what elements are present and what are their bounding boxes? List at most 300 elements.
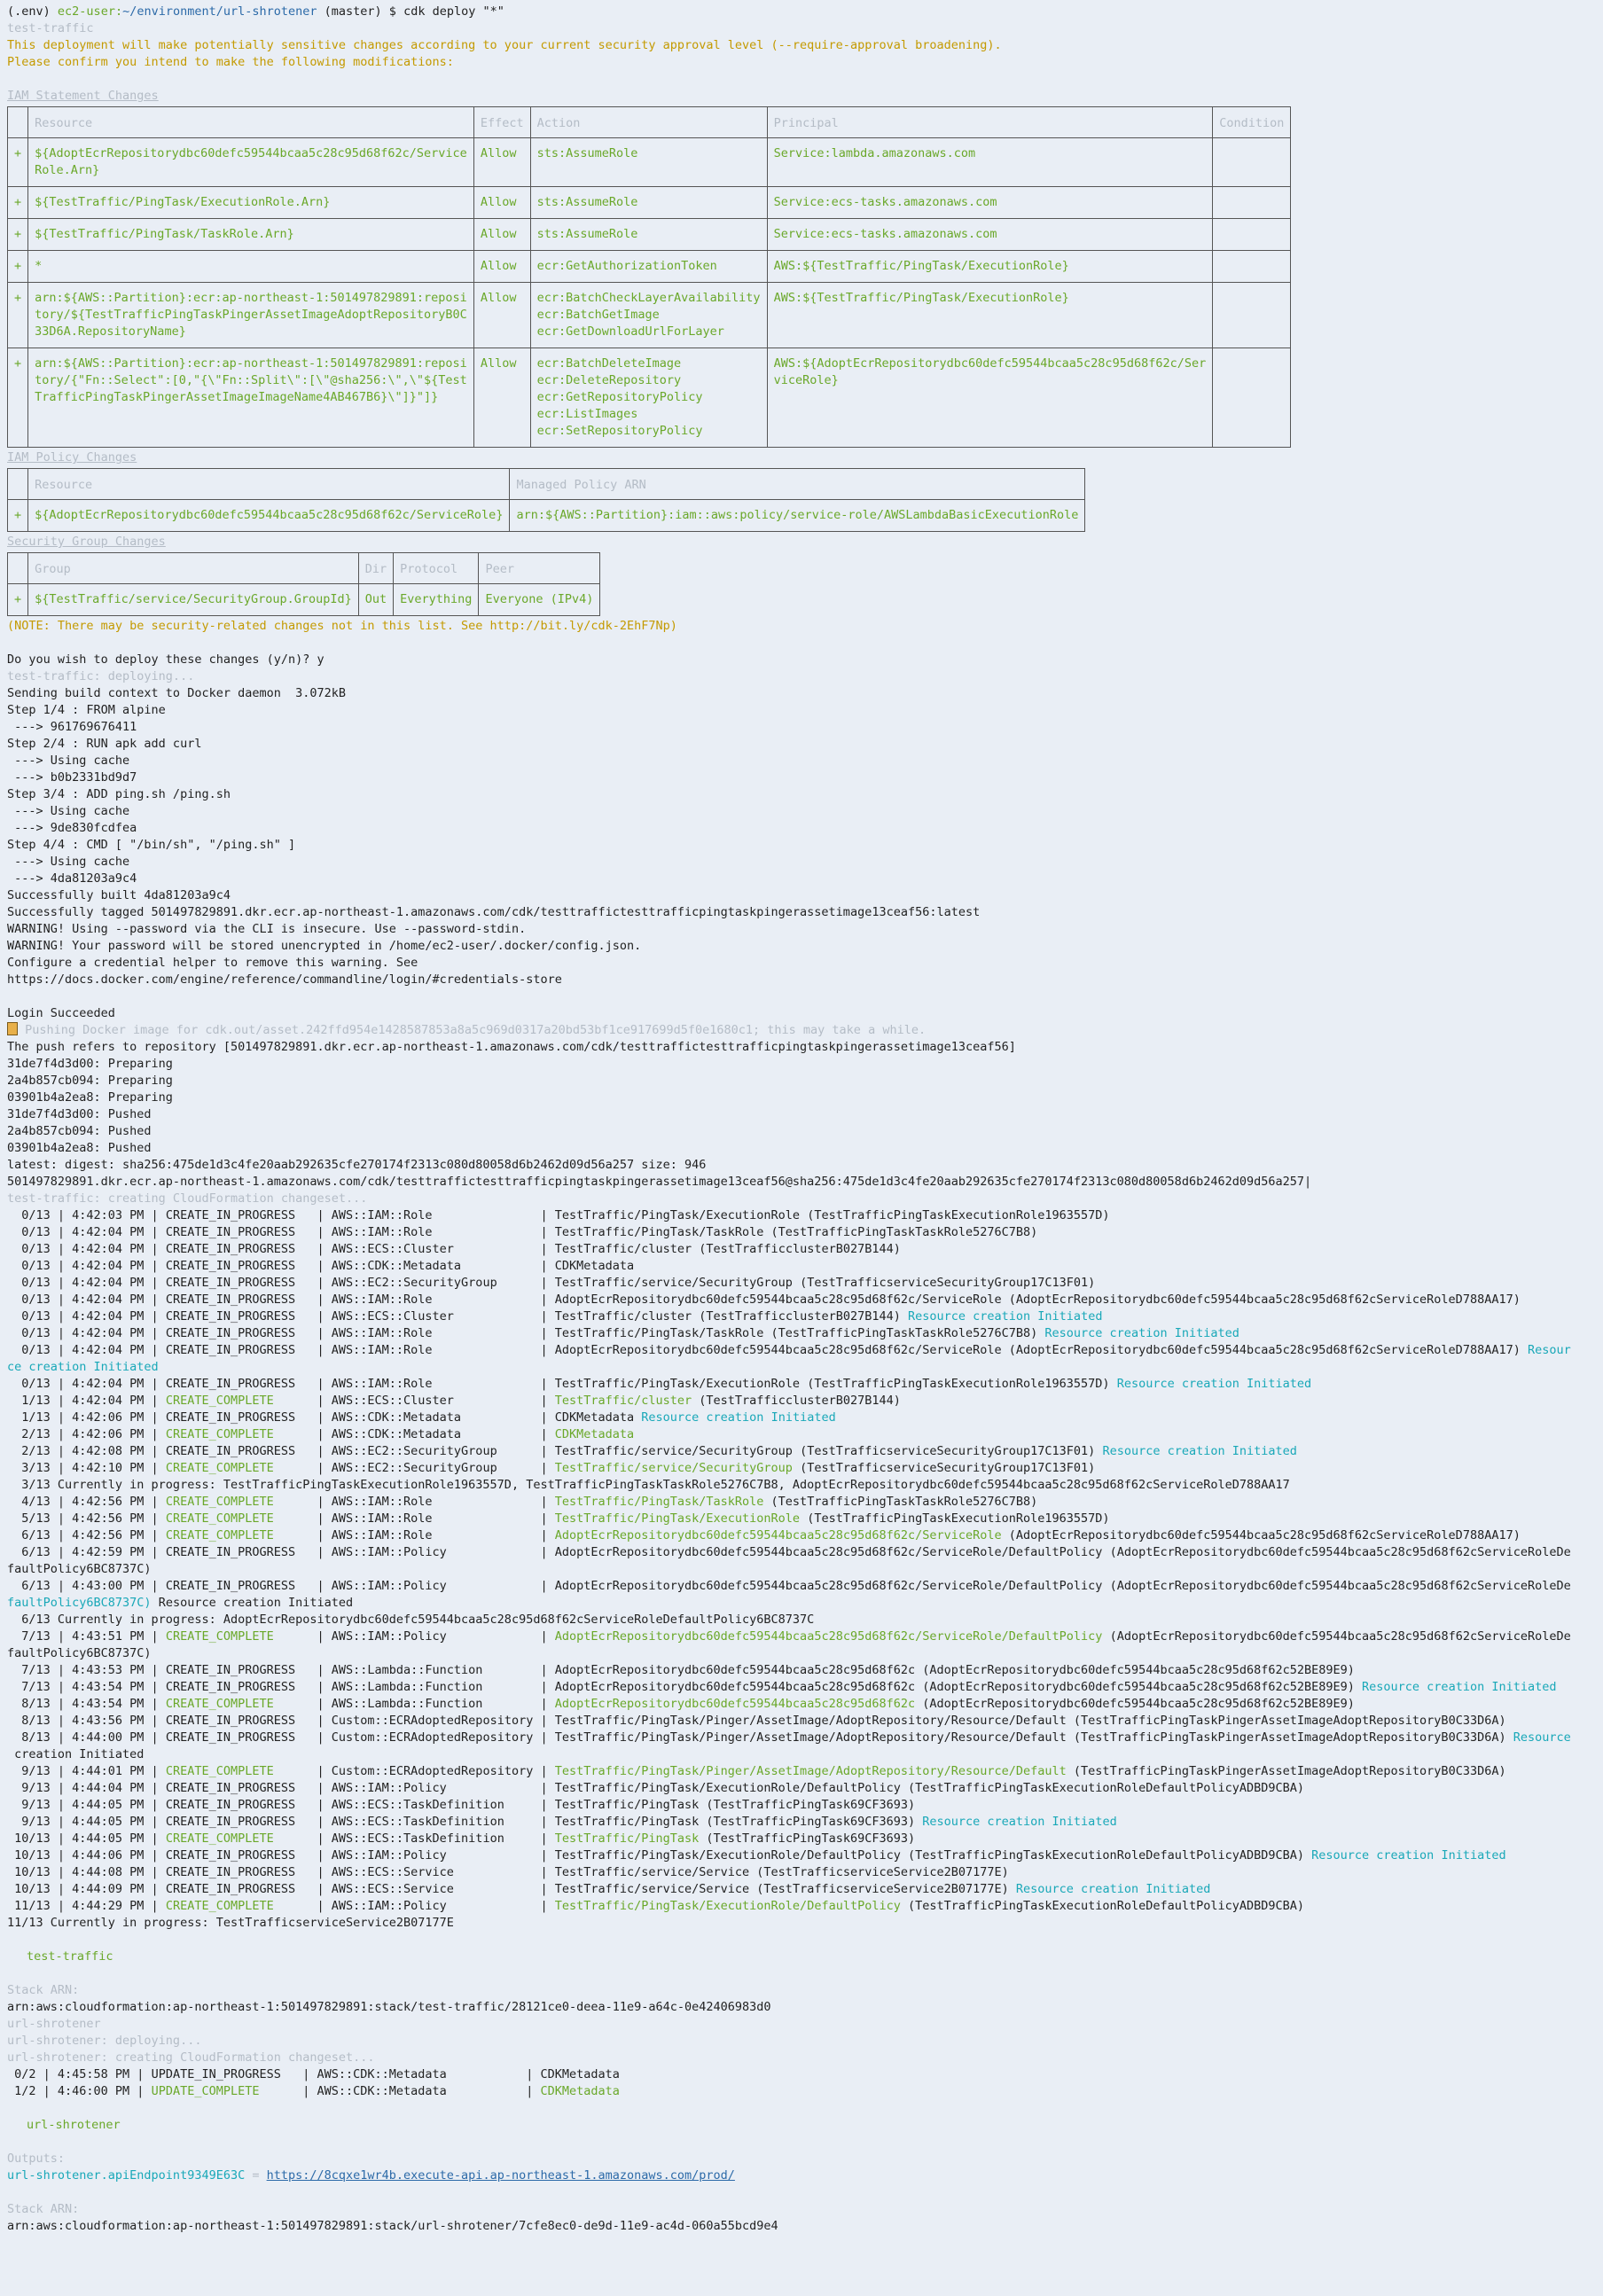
table-header-cell: Resource (28, 469, 510, 500)
security-group-title: Security Group Changes (7, 535, 166, 549)
event-line (7, 1578, 1596, 1595)
event-physical-id: (TestTrafficPingTaskExecutionRole1963557D) (800, 1511, 1110, 1526)
event-status: CREATE_IN_PROGRESS (165, 1444, 310, 1458)
event-line (7, 1713, 1596, 1730)
event-line (7, 1679, 1596, 1696)
url-stack-changeset: url-shrotener: creating CloudFormation changeset... (7, 2050, 375, 2065)
api-endpoint-link[interactable]: https://8cqxe1wr4b.execute-api.ap-northeast-1.amazonaws.com/prod/ (266, 2168, 735, 2183)
event-status: CREATE_IN_PROGRESS (165, 1545, 310, 1559)
log-line (7, 988, 1596, 1005)
event-physical-id: (AdoptEcrRepositorydbc60defc59544bcaa5c28c95d68f62cServiceRoleDe (1102, 1545, 1571, 1559)
event-type: | AWS::ECS::Cluster | (309, 1394, 555, 1408)
cfn-event-log (7, 1207, 1596, 1932)
event-type: | AWS::IAM::Role | (309, 1208, 555, 1222)
event-type: | AWS::Lambda::Function | (309, 1680, 555, 1694)
table-cell: Allow (473, 283, 530, 348)
event-type: | AWS::IAM::Policy | (309, 1899, 555, 1913)
table-cell (1213, 251, 1291, 283)
table-cell: Everyone (IPv4) (479, 584, 600, 616)
event-progress: 10/13 | 4:44:09 PM | (7, 1882, 166, 1896)
event-line (7, 1292, 1596, 1308)
table-cell: ${TestTraffic/service/SecurityGroup.GroupId} (28, 584, 359, 616)
event-type: | AWS::IAM::Role | (309, 1377, 555, 1391)
event-status-reason: faultPolicy6BC8737C) (7, 1596, 159, 1610)
event-line (7, 1426, 1596, 1443)
event-status: CREATE_IN_PROGRESS (165, 1259, 310, 1273)
event-physical-id: (TestTrafficPingTaskExecutionRoleDefaultPolicyADBD9CBA) (900, 1899, 1305, 1913)
table-header-cell: Action (530, 107, 767, 138)
table-cell: + (8, 219, 28, 251)
event-status: CREATE_IN_PROGRESS (165, 1730, 310, 1745)
event-type: | AWS::CDK::Metadata | (309, 1427, 555, 1441)
log-line: Login Succeeded (7, 1006, 115, 1020)
table-cell (1213, 283, 1291, 348)
event-line (7, 1645, 1596, 1662)
event-progress: 11/13 | 4:44:29 PM | (7, 1899, 166, 1913)
table-cell: + (8, 500, 28, 532)
event-physical-id: (AdoptEcrRepositorydbc60defc59544bcaa5c28c95d68f62cServiceRoleD788AA17) (1001, 1292, 1521, 1307)
log-line: WARNING! Using --password via the CLI is insecure. Use --password-stdin. (7, 922, 527, 936)
table-row (8, 584, 600, 616)
event-physical-id: (TestTrafficserviceService2B07177E) (749, 1882, 1016, 1896)
event-line (7, 1780, 1596, 1797)
event-status-reason: Resource creation Initiated (1044, 1326, 1239, 1340)
hourglass-icon (7, 1022, 18, 1035)
table-cell: AWS:${AdoptEcrRepositorydbc60defc59544bcaa5c28c95d68f62c/Ser viceRole} (767, 348, 1213, 448)
event-progress: 1/13 | 4:42:04 PM | (7, 1394, 166, 1408)
event-line (7, 1696, 1596, 1713)
event-logical-id: TestTraffic/cluster (554, 1242, 692, 1256)
event-line (7, 1763, 1596, 1780)
table-cell: arn:${AWS::Partition}:ecr:ap-northeast-1:501497829891:reposi tory/${TestTrafficPingTaskPingerAssetImageAdoptRepositoryB0C 33D6A.RepositoryName} (28, 283, 474, 348)
event-physical-id: (TestTrafficPingTaskExecutionRole1963557D) (800, 1208, 1110, 1222)
table-cell: sts:AssumeRole (530, 138, 767, 187)
table-header-row (8, 553, 600, 584)
event-type: | AWS::IAM::Policy | (309, 1629, 555, 1644)
event-status: CREATE_IN_PROGRESS (165, 1343, 310, 1357)
event-line (7, 1662, 1596, 1679)
table-cell: ${AdoptEcrRepositorydbc60defc59544bcaa5c28c95d68f62c/ServiceRole} (28, 500, 510, 532)
event-status: CREATE_IN_PROGRESS (165, 1579, 310, 1593)
event-progress: 8/13 | 4:44:00 PM | (7, 1730, 166, 1745)
event-logical-id: TestTraffic/service/SecurityGroup (554, 1276, 793, 1290)
table-header-cell: Peer (479, 553, 600, 584)
event-status: CREATE_IN_PROGRESS (165, 1798, 310, 1812)
event-status-reason: Resource creation Initiated (1116, 1377, 1312, 1391)
event-logical-id: AdoptEcrRepositorydbc60defc59544bcaa5c28c95d68f62c/ServiceRole/DefaultPolicy (554, 1579, 1103, 1593)
event-progress: 10/13 | 4:44:06 PM | (7, 1848, 166, 1863)
event-physical-id: (TestTrafficPingTaskExecutionRoleDefaultPolicyADBD9CBA) (900, 1848, 1312, 1863)
log-line: WARNING! Your password will be stored unencrypted in /home/ec2-user/.docker/config.json. (7, 939, 642, 953)
output-key: url-shrotener.apiEndpoint9349E63C (7, 2168, 246, 2183)
event-progress: 1/2 | 4:46:00 PM | (7, 2084, 152, 2098)
url-stack-done: url-shrotener (27, 2118, 121, 2132)
event-message: 6/13 Currently in progress: AdoptEcrRepositorydbc60defc59544bcaa5c28c95d68f62cServiceRoleDefaultPolicy6BC8737C (7, 1613, 815, 1627)
event-progress: 2/13 | 4:42:06 PM | (7, 1427, 166, 1441)
table-header-cell (8, 553, 28, 584)
event-type: | AWS::IAM::Policy | (309, 1781, 555, 1795)
event-logical-id: TestTraffic/PingTask/ExecutionRole (554, 1377, 801, 1391)
event-type: | AWS::IAM::Role | (309, 1511, 555, 1526)
event-status-reason: Resource creation Initiated (1102, 1444, 1297, 1458)
event-physical-id: (AdoptEcrRepositorydbc60defc59544bcaa5c28c95d68f62c52BE89E9) (915, 1697, 1355, 1711)
stack-arn-label: Stack ARN: (7, 1983, 80, 1997)
event-logical-id: TestTraffic/service/Service (554, 1882, 750, 1896)
event-type: | AWS::IAM::Role | (309, 1495, 555, 1509)
event-line (7, 1241, 1596, 1258)
iam-statement-table (7, 106, 1291, 448)
event-logical-id: TestTraffic/PingTask/ExecutionRole/DefaultPolicy (554, 1899, 901, 1913)
event-status: CREATE_IN_PROGRESS (165, 1242, 310, 1256)
table-cell: + (8, 187, 28, 219)
event-logical-id: TestTraffic/PingTask (554, 1831, 700, 1846)
table-cell: Out (358, 584, 393, 616)
event-progress: 3/13 | 4:42:10 PM | (7, 1461, 166, 1475)
event-physical-id: (TestTrafficclusterB027B144) (692, 1309, 908, 1324)
event-physical-id: (TestTrafficPingTask69CF3693) (699, 1831, 916, 1846)
table-cell: + (8, 138, 28, 187)
event-line (7, 1797, 1596, 1814)
table-cell: Service:lambda.amazonaws.com (767, 138, 1213, 187)
log-line: Successfully built 4da81203a9c4 (7, 888, 231, 902)
event-line (7, 1864, 1596, 1881)
table-cell: ${TestTraffic/PingTask/ExecutionRole.Arn} (28, 187, 474, 219)
event-status: CREATE_IN_PROGRESS (165, 1225, 310, 1239)
table-cell: + (8, 251, 28, 283)
event-physical-id: (TestTrafficPingTaskExecutionRole1963557D) (800, 1377, 1117, 1391)
log-line: 2a4b857cb094: Preparing (7, 1074, 173, 1088)
log-line: 501497829891.dkr.ecr.ap-northeast-1.amazonaws.com/cdk/testtraffictesttrafficpingtaskpingerassetimage13ceaf56@sha256:475de1d3c4fe20aab292635cfe270174f2313c080d80058d6b2462d09d56a257| (7, 1175, 1312, 1189)
table-cell: + (8, 283, 28, 348)
event-type: | AWS::IAM::Policy | (309, 1579, 555, 1593)
table-row (8, 219, 1291, 251)
event-type: | AWS::ECS::Service | (309, 1865, 555, 1879)
event-type: | AWS::ECS::Cluster | (309, 1242, 555, 1256)
event-physical-id: (TestTrafficPingTaskTaskRole5276C7B8) (763, 1326, 1045, 1340)
event-logical-id: TestTraffic/cluster (554, 1394, 692, 1408)
event-progress: 7/13 | 4:43:53 PM | (7, 1663, 166, 1677)
output-line: url-shrotener.apiEndpoint9349E63C = https://8cqxe1wr4b.execute-api.ap-northeast-1.amazonaws.com/prod/ (7, 2168, 735, 2183)
event-type: | AWS::IAM::Role | (309, 1326, 555, 1340)
table-cell: arn:${AWS::Partition}:ecr:ap-northeast-1:501497829891:reposi tory/{"Fn::Select":[0,"{\"Fn::Split\":[\"@sha256:\",\"${Test TrafficPingTaskPingerAssetImageImageName4AB467B6}\"]}"]} (28, 348, 474, 448)
event-type: | AWS::ECS::Service | (309, 1882, 555, 1896)
event-message: creation Initiated (14, 1747, 145, 1761)
event-type: | AWS::CDK::Metadata | (309, 1259, 555, 1273)
table-cell: arn:${AWS::Partition}:iam::aws:policy/service-role/AWSLambdaBasicExecutionRole (510, 500, 1085, 532)
event-logical-id: AdoptEcrRepositorydbc60defc59544bcaa5c28c95d68f62c (554, 1663, 916, 1677)
event-line (7, 1915, 1596, 1932)
event-status: CREATE_COMPLETE (165, 1427, 310, 1441)
docker-build-log (7, 668, 1596, 1022)
event-line (7, 1410, 1596, 1426)
table-header-cell: Condition (1213, 107, 1291, 138)
event-message: 11/13 Currently in progress: TestTrafficserviceService2B07177E (7, 1916, 454, 1930)
event-line (7, 1460, 1596, 1477)
security-group-table (7, 552, 600, 616)
event-physical-id: (TestTrafficPingTaskPingerAssetImageAdoptRepositoryB0C33D6A) (1066, 1764, 1506, 1778)
event-progress: 0/13 | 4:42:04 PM | (7, 1309, 166, 1324)
event-progress: 0/13 | 4:42:04 PM | (7, 1259, 166, 1273)
log-line: Step 1/4 : FROM alpine (7, 703, 166, 717)
table-cell: ecr:GetAuthorizationToken (530, 251, 767, 283)
outputs-label: Outputs: (7, 2152, 66, 2166)
table-cell (1213, 348, 1291, 448)
table-cell: ${AdoptEcrRepositorydbc60defc59544bcaa5c28c95d68f62c/Service Role.Arn} (28, 138, 474, 187)
event-physical-id: (TestTrafficserviceSecurityGroup17C13F01) (792, 1461, 1096, 1475)
user-host: ec2-user: (57, 4, 123, 19)
event-line (7, 1595, 1596, 1612)
event-status: CREATE_IN_PROGRESS (165, 1815, 310, 1829)
event-progress: 0/13 | 4:42:04 PM | (7, 1292, 166, 1307)
log-line: 03901b4a2ea8: Preparing (7, 1090, 173, 1105)
event-type: | AWS::CDK::Metadata | (295, 2067, 541, 2081)
url-stack-deploying: url-shrotener: deploying... (7, 2034, 202, 2048)
event-progress: 7/13 | 4:43:51 PM | (7, 1629, 166, 1644)
event-logical-id: AdoptEcrRepositorydbc60defc59544bcaa5c28c95d68f62c/ServiceRole/DefaultPolicy (554, 1629, 1103, 1644)
event-logical-id: TestTraffic/service/SecurityGroup (554, 1444, 793, 1458)
event-status-reason: ce creation Initiated (7, 1360, 159, 1374)
table-row (8, 348, 1291, 448)
stack-arn: arn:aws:cloudformation:ap-northeast-1:501497829891:stack/test-traffic/28121ce0-deea-11e9-a64c-0e42406983d0 (7, 2000, 771, 2014)
cwd-path: ~/environment/url-shrotener (122, 4, 317, 19)
log-line: Successfully tagged 501497829891.dkr.ecr.ap-northeast-1.amazonaws.com/cdk/testtraffictesttrafficpingtaskpingerassetimage13ceaf56:latest (7, 905, 981, 919)
table-header-row (8, 469, 1085, 500)
event-type: | AWS::ECS::TaskDefinition | (309, 1815, 555, 1829)
table-cell (1213, 138, 1291, 187)
event-physical-id: (TestTrafficPingTask69CF3693) (699, 1798, 916, 1812)
log-line: Configure a credential helper to remove this warning. See (7, 956, 418, 970)
url-stack-name: url-shrotener (7, 2017, 101, 2031)
event-logical-id: TestTraffic/PingTask/Pinger/AssetImage/AdoptRepository/Resource/Default (554, 1730, 1067, 1745)
event-status-reason: Resource creation Initiated (1311, 1848, 1506, 1863)
url-stack-arn: arn:aws:cloudformation:ap-northeast-1:501497829891:stack/url-shrotener/7cfe8ec0-de9d-11e9-ac4d-060a55bcd9e4 (7, 2219, 778, 2233)
table-cell: Allow (473, 348, 530, 448)
log-line: 31de7f4d3d00: Pushed (7, 1107, 152, 1121)
event-message: Resource creation Initiated (158, 1596, 354, 1610)
event-line (7, 1224, 1596, 1241)
event-type: | Custom::ECRAdoptedRepository | (309, 1730, 555, 1745)
event-progress: 0/13 | 4:42:03 PM | (7, 1208, 166, 1222)
table-header-cell: Effect (473, 107, 530, 138)
event-line (7, 1544, 1596, 1561)
event-logical-id: AdoptEcrRepositorydbc60defc59544bcaa5c28c95d68f62c (554, 1680, 916, 1694)
log-line: ---> 4da81203a9c4 (7, 871, 137, 886)
event-line (7, 1831, 1596, 1847)
event-progress: 6/13 | 4:42:59 PM | (7, 1545, 166, 1559)
event-status: CREATE_IN_PROGRESS (165, 1882, 310, 1896)
event-progress: 9/13 | 4:44:04 PM | (7, 1781, 166, 1795)
iam-policy-table (7, 468, 1085, 532)
table-cell: sts:AssumeRole (530, 219, 767, 251)
event-line (7, 1746, 1596, 1763)
log-line: ---> b0b2331bd9d7 (7, 770, 137, 785)
event-logical-id: TestTraffic/PingTask/TaskRole (554, 1326, 764, 1340)
event-status: CREATE_IN_PROGRESS (165, 1663, 310, 1677)
event-message: faultPolicy6BC8737C) (7, 1646, 152, 1660)
event-physical-id: (TestTrafficserviceSecurityGroup17C13F01) (792, 1276, 1096, 1290)
event-type: | AWS::ECS::TaskDefinition | (309, 1798, 555, 1812)
event-physical-id: (TestTrafficserviceService2B07177E) (749, 1865, 1009, 1879)
table-cell: + (8, 348, 28, 448)
event-status-reason: Resource creation Initiated (1015, 1882, 1211, 1896)
event-line (7, 1527, 1596, 1544)
event-physical-id: (TestTrafficPingTaskTaskRole5276C7B8) (763, 1495, 1038, 1509)
event-physical-id: (TestTrafficPingTaskPingerAssetImageAdoptRepositoryB0C33D6A) (1066, 1730, 1513, 1745)
event-logical-id: CDKMetadata (554, 1410, 635, 1425)
push-status: Pushing Docker image for cdk.out/asset.242ffd954e1428587853a8a5c969d0317a20bd53bf1ce917699d5f0e1680c1; this may take a while. (7, 1022, 1596, 1039)
event-physical-id: (TestTrafficPingTask69CF3693) (699, 1815, 923, 1829)
event-status: CREATE_COMPLETE (165, 1511, 310, 1526)
event-status-reason: Resource creation Initiated (641, 1410, 836, 1425)
event-physical-id: (AdoptEcrRepositorydbc60defc59544bcaa5c28c95d68f62cServiceRoleDe (1102, 1629, 1571, 1644)
event-progress: 2/13 | 4:42:08 PM | (7, 1444, 166, 1458)
stack-name: test-traffic (7, 21, 94, 35)
url-stack-event-log (7, 2066, 1596, 2100)
event-line (7, 2083, 1596, 2100)
event-progress: 7/13 | 4:43:54 PM | (7, 1680, 166, 1694)
git-branch: (master) $ (317, 4, 404, 19)
event-logical-id: AdoptEcrRepositorydbc60defc59544bcaa5c28c95d68f62c/ServiceRole (554, 1528, 1002, 1542)
table-row (8, 283, 1291, 348)
event-type: | AWS::Lambda::Function | (309, 1697, 555, 1711)
event-message: 3/13 Currently in progress: TestTrafficPingTaskExecutionRole1963557D, TestTrafficPingTaskTaskRole5276C7B8, AdoptEcrRepositorydbc60defc59544bcaa5c28c95d68f62cServiceRoleD788AA17 (7, 1478, 1290, 1492)
event-progress: 6/13 | 4:42:56 PM | (7, 1528, 166, 1542)
table-header-cell: Group (28, 553, 359, 584)
event-logical-id: TestTraffic/PingTask (554, 1815, 700, 1829)
event-progress: 0/13 | 4:42:04 PM | (7, 1343, 166, 1357)
event-status: CREATE_COMPLETE (165, 1764, 310, 1778)
event-logical-id: TestTraffic/PingTask/TaskRole (554, 1225, 764, 1239)
event-logical-id: AdoptEcrRepositorydbc60defc59544bcaa5c28c95d68f62c/ServiceRole/DefaultPolicy (554, 1545, 1103, 1559)
event-type: | AWS::IAM::Role | (309, 1343, 555, 1357)
event-type: | AWS::EC2::SecurityGroup | (309, 1276, 555, 1290)
event-line (7, 1628, 1596, 1645)
table-cell: Service:ecs-tasks.amazonaws.com (767, 219, 1213, 251)
table-header-cell: Resource (28, 107, 474, 138)
event-status: CREATE_IN_PROGRESS (165, 1781, 310, 1795)
log-line: 2a4b857cb094: Pushed (7, 1124, 152, 1138)
event-logical-id: TestTraffic/PingTask/ExecutionRole/DefaultPolicy (554, 1781, 901, 1795)
log-line: ---> Using cache (7, 754, 130, 768)
event-logical-id: CDKMetadata (554, 1259, 635, 1273)
event-logical-id: CDKMetadata (540, 2084, 620, 2098)
event-logical-id: AdoptEcrRepositorydbc60defc59544bcaa5c28c95d68f62c/ServiceRole (554, 1343, 1002, 1357)
table-cell: Service:ecs-tasks.amazonaws.com (767, 187, 1213, 219)
table-cell: + (8, 584, 28, 616)
event-progress: 9/13 | 4:44:01 PM | (7, 1764, 166, 1778)
log-line: latest: digest: sha256:475de1d3c4fe20aab292635cfe270174f2313c080d80058d6b2462d09d56a257 size: 946 (7, 1158, 707, 1172)
event-line (7, 1376, 1596, 1393)
event-status: CREATE_COMPLETE (165, 1899, 310, 1913)
event-type: | Custom::ECRAdoptedRepository | (309, 1714, 555, 1728)
table-cell: Allow (473, 138, 530, 187)
event-status: CREATE_IN_PROGRESS (165, 1377, 310, 1391)
event-physical-id: (TestTrafficserviceSecurityGroup17C13F01) (792, 1444, 1103, 1458)
log-line: Step 3/4 : ADD ping.sh /ping.sh (7, 787, 231, 801)
log-line: The push refers to repository [501497829891.dkr.ecr.ap-northeast-1.amazonaws.com/cdk/testtraffictesttrafficpingtaskpingerassetimage13ceaf56] (7, 1040, 1016, 1054)
event-status: CREATE_COMPLETE (165, 1528, 310, 1542)
event-physical-id: (TestTrafficPingTaskTaskRole5276C7B8) (763, 1225, 1038, 1239)
event-line (7, 1881, 1596, 1898)
event-line (7, 1730, 1596, 1746)
event-progress: 0/13 | 4:42:04 PM | (7, 1276, 166, 1290)
event-logical-id: TestTraffic/PingTask/ExecutionRole (554, 1208, 801, 1222)
event-line (7, 1359, 1596, 1376)
event-progress: 0/13 | 4:42:04 PM | (7, 1242, 166, 1256)
event-status: CREATE_IN_PROGRESS (165, 1865, 310, 1879)
log-line: https://docs.docker.com/engine/reference/commandline/login/#credentials-store (7, 972, 562, 987)
table-header-cell: Managed Policy ARN (510, 469, 1085, 500)
event-type: | AWS::IAM::Role | (309, 1292, 555, 1307)
log-line: ---> 961769676411 (7, 720, 137, 734)
event-type: | AWS::IAM::Policy | (309, 1848, 555, 1863)
event-line (7, 1814, 1596, 1831)
table-header-cell (8, 469, 28, 500)
table-header-cell (8, 107, 28, 138)
event-progress: 0/2 | 4:45:58 PM | (7, 2067, 152, 2081)
event-line (7, 1494, 1596, 1511)
confirm-warning: Please confirm you intend to make the following modifications: (7, 55, 454, 69)
event-type: | AWS::IAM::Role | (309, 1225, 555, 1239)
table-header-cell: Dir (358, 553, 393, 584)
iam-statement-title: IAM Statement Changes (7, 89, 159, 103)
event-physical-id: (AdoptEcrRepositorydbc60defc59544bcaa5c28c95d68f62cServiceRoleD788AA17) (1001, 1528, 1521, 1542)
stack-done: test-traffic (27, 1949, 113, 1964)
event-status: CREATE_IN_PROGRESS (165, 1326, 310, 1340)
event-type: | AWS::ECS::Cluster | (309, 1309, 555, 1324)
event-line (7, 1275, 1596, 1292)
table-row (8, 251, 1291, 283)
event-line (7, 1207, 1596, 1224)
event-line (7, 1511, 1596, 1527)
table-cell: AWS:${TestTraffic/PingTask/ExecutionRole} (767, 251, 1213, 283)
event-physical-id: (TestTrafficPingTaskPingerAssetImageAdoptRepositoryB0C33D6A) (1066, 1714, 1506, 1728)
event-logical-id: TestTraffic/PingTask (554, 1798, 700, 1812)
table-cell: ${TestTraffic/PingTask/TaskRole.Arn} (28, 219, 474, 251)
event-logical-id: AdoptEcrRepositorydbc60defc59544bcaa5c28c95d68f62c/ServiceRole (554, 1292, 1002, 1307)
log-line: 31de7f4d3d00: Preparing (7, 1057, 173, 1071)
event-status: CREATE_IN_PROGRESS (165, 1292, 310, 1307)
security-note: (NOTE: There may be security-related changes not in this list. See http://bit.ly/cdk-2EhF7Np) (7, 619, 677, 633)
event-status: CREATE_COMPLETE (165, 1697, 310, 1711)
event-logical-id: TestTraffic/PingTask/Pinger/AssetImage/AdoptRepository/Resource/Default (554, 1714, 1067, 1728)
event-message: faultPolicy6BC8737C) (7, 1562, 152, 1576)
event-progress: 10/13 | 4:44:05 PM | (7, 1831, 166, 1846)
event-type: | AWS::CDK::Metadata | (295, 2084, 541, 2098)
event-status: UPDATE_IN_PROGRESS (151, 2067, 296, 2081)
event-status-reason (7, 1747, 14, 1761)
table-cell: ecr:BatchDeleteImage ecr:DeleteRepository ecr:GetRepositoryPolicy ecr:ListImages ecr:SetRepositoryPolicy (530, 348, 767, 448)
event-line (7, 1342, 1596, 1359)
event-progress: 1/13 | 4:42:06 PM | (7, 1410, 166, 1425)
event-status: CREATE_IN_PROGRESS (165, 1714, 310, 1728)
event-progress: 0/13 | 4:42:04 PM | (7, 1377, 166, 1391)
docker-push-log (7, 1039, 1596, 1191)
event-status: CREATE_COMPLETE (165, 1629, 310, 1644)
event-logical-id: CDKMetadata (540, 2067, 620, 2081)
prompt-line (7, 4, 1596, 20)
event-status-reason: Resource creation Initiated (908, 1309, 1103, 1324)
event-physical-id: (TestTrafficclusterB027B144) (692, 1242, 901, 1256)
event-status: CREATE_IN_PROGRESS (165, 1276, 310, 1290)
log-line: ---> 9de830fcdfea (7, 821, 137, 835)
table-header-cell: Protocol (394, 553, 479, 584)
event-progress: 9/13 | 4:44:05 PM | (7, 1798, 166, 1812)
event-progress: 8/13 | 4:43:54 PM | (7, 1697, 166, 1711)
event-progress: 9/13 | 4:44:05 PM | (7, 1815, 166, 1829)
log-line: Sending build context to Docker daemon 3.072kB (7, 686, 347, 700)
event-status: CREATE_IN_PROGRESS (165, 1680, 310, 1694)
